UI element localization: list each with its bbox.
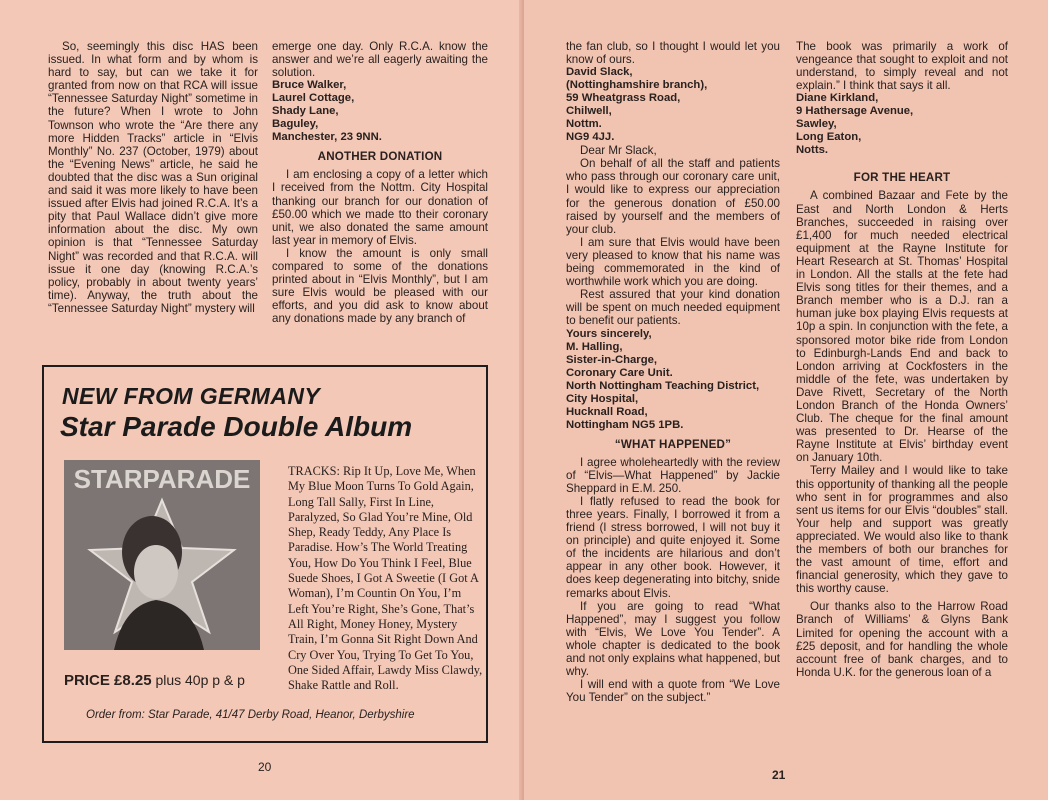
signature-line: Coronary Care Unit. <box>566 366 673 379</box>
paragraph: I agree wholeheartedly with the review of “Elvis—What Happened” by Jackie Sheppard in E.M. 250. <box>566 455 780 495</box>
portrait-face <box>134 545 178 599</box>
address-line: Bruce Walker, <box>272 79 347 92</box>
paragraph: Dear Mr Slack, <box>580 144 657 158</box>
address-line: Diane Kirkland, <box>796 92 879 105</box>
paragraph: I am enclosing a copy of a letter which I received from the Nottm. City Hospital thanking our branch for our donation of £50.00 which we made tto their coronary unit, we also donated the same amount last year in memory of Elvis. <box>272 168 488 247</box>
address-line: (Nottinghamshire branch), <box>566 79 708 92</box>
advertisement-box <box>42 365 488 743</box>
signature-line: Sister-in-Charge, <box>566 353 658 366</box>
section-heading: FOR THE HEART <box>853 171 951 185</box>
paragraph: Rest assured that your kind donation will be spent on much needed equipment to benefit our patients. <box>566 288 780 328</box>
address-block <box>566 66 780 144</box>
address-line: Chilwell, <box>566 105 612 118</box>
address-line: Laurel Cottage, <box>272 92 355 105</box>
paragraph: The book was primarily a work of vengeance that sought to exploit and not understand, to simply reveal and not explain.” I think that says it all. <box>796 40 1008 93</box>
signature-line: Hucknall Road, <box>566 405 648 418</box>
signature-line: City Hospital, <box>566 392 639 405</box>
order-address: Order from: Star Parade, 41/47 Derby Road, Heanor, Derbyshire <box>86 709 415 721</box>
paragraph: On behalf of all the staff and patients who pass through our coronary care unit, I would like to express our appreciation for the generous donation of £50.00 raised by yourself and the members of your club. <box>566 157 780 236</box>
paragraph: I am sure that Elvis would have been very pleased to know that his name was being commemorated in the kind of worthwhile work which you are doing. <box>566 235 780 289</box>
right-page <box>524 0 1048 800</box>
right-column-2 <box>796 40 1008 679</box>
track-list: TRACKS: Rip It Up, Love Me, When My Blue Moon Turns To Gold Again, Long Tall Sally, First In Line, Paralyzed, So Glad You’re Mine, Old Shep, Ready Teddy, Any Place Is Paradise. How’s The World Treating You, How Do You Think I Feel, Blue Suede Shoes, I Got A Sweetie (I Got A Woman), I’m Countin On You, I’m Left You’re Right, She’s Gone, That’s All Right, Money Honey, Mystery Train, I’m Gonna Sit Right Down And Cry Over You, Trying To Get To You, One Sided Affair, Lawdy Miss Clawdy, Shake Rattle and Roll. <box>288 464 483 693</box>
section-heading: “WHAT HAPPENED” <box>614 437 732 451</box>
signature-line: Nottingham NG5 1PB. <box>566 418 684 431</box>
ad-headline: NEW FROM GERMANY <box>62 383 321 409</box>
price-label: PRICE £8.25 <box>64 672 152 689</box>
address-block <box>796 92 1008 157</box>
ad-title: Star Parade Double Album <box>60 411 413 442</box>
address-line: Baguley, <box>272 118 319 131</box>
paragraph: Terry Mailey and I would like to take this opportunity of thanking all the people who sent in for programmes and also sent us items for our Elvis “doubles” stall. Your help and support was greatly appreciated. We would also like to thank the members of both our branches for the vast amount of time, effort and financial generosity, which they gave to this worthy cause. <box>796 464 1008 596</box>
signature-line: M. Halling, <box>566 340 623 353</box>
paragraph: I know the amount is only small compared to some of the donations printed about in “Elvis Monthly”, but I am sure Elvis would be pleased with our efforts, and you did ask to know about any donations made by any branch of <box>272 246 488 326</box>
page-number: 20 <box>258 760 272 774</box>
page-number: 21 <box>772 768 786 782</box>
address-block <box>272 79 488 144</box>
address-line: Shady Lane, <box>272 105 339 118</box>
album-cover-illustration <box>64 460 260 650</box>
address-line: 9 Hathersage Avenue, <box>796 105 914 118</box>
address-line: David Slack, <box>566 66 633 79</box>
address-line: Notts. <box>796 144 829 157</box>
paragraph: emerge one day. Only R.C.A. know the answer and we’re all eagerly awaiting the solution. <box>272 40 488 80</box>
section-heading: ANOTHER DONATION <box>317 150 443 164</box>
address-line: Nottm. <box>566 118 602 131</box>
paragraph: A combined Bazaar and Fete by the East and North London & Herts Branches, succeeded in raising over £1,400 for much needed electrical equipment at the Rayne Institute for Heart Research at St. Thomas’ Hospital in London. All the stalls at the fete had Elvis song titles for their themes, and a Branch member who is a D.J. ran a human juke box playing Elvis requests at 10p a spin. In conjunction with the fete, a sponsored motor bike ride from London to Edinburgh-Lands End and back to London arriving at Cockfosters in the middle of the fete, was undertaken by Dave Rivett, Secretary of the North London Branch of the Honda Owners’ Club. The cheque for the final amount was presented to Dr. Hearse of the Rayne Institute at Elvis’ birthday event on January 10th. <box>796 189 1008 465</box>
address-line: Manchester, 23 9NN. <box>272 131 382 144</box>
paragraph: If you are going to read “What Happened”, may I suggest you follow with “Elvis, We Love You Tender”. A whole chapter is dedicated to the book and not only explains what happened, but why. <box>566 599 781 679</box>
left-column-2 <box>272 40 488 326</box>
price-line <box>64 672 245 689</box>
paragraph: So, seemingly this disc HAS been issued. In what form and by whom is hard to say, but can we take it for granted from now on that RCA will issue “Tennessee Saturday Night” sometime in the future? When I wrote to John Townson who wrote the “Are there any more Hidden Tracks” article in “Elvis Monthly” No. 237 (October, 1979) about the “Evening News” article, he said he doubted that the disc was a Sun original and said it was more likely to have been issued after Elvis had joined R.C.A. It’s a pity that Paul Wallace didn’t give more information about the disc. My own opinion is that “Tennessee Saturday Night” was recorded and that R.C.A. will issue it one day (knowing R.C.A.’s policy, probably in about twenty years’ time). Anyway, the truth about the “Tennessee Saturday Night” mystery will <box>48 40 258 315</box>
right-column-1 <box>566 40 780 704</box>
left-column-1 <box>48 40 258 315</box>
paragraph: Our thanks also to the Harrow Road Branch of Williams’ & Glyns Bank Limited for opening the account with a £25 deposit, and for handling the whole account free of bank charges, and to Honda U.K. for the generous loan of a <box>796 600 1008 679</box>
address-line: NG9 4JJ. <box>566 131 615 144</box>
paragraph: I flatly refused to read the book for three years. Finally, I borrowed it from a friend (I stress borrowed, I will not buy it on principle) and quite enjoyed it. Some of the incidents are hilarious and don’t appear in any other book. However, it does keep degenerating into bitchy, snide remarks about Elvis. <box>566 494 780 600</box>
address-line: 59 Wheatgrass Road, <box>566 92 681 105</box>
signature-line: North Nottingham Teaching District, <box>566 379 760 392</box>
album-cover-text: STARPARADE <box>73 464 251 494</box>
address-line: Sawley, <box>796 118 837 131</box>
album-cover-image <box>64 460 260 650</box>
signature-block <box>566 328 780 432</box>
address-line: Long Eaton, <box>796 131 862 144</box>
price-extra: plus 40p p & p <box>155 672 245 688</box>
paragraph: I will end with a quote from “We Love You Tender” on the subject.” <box>566 678 780 705</box>
signature-line: Yours sincerely, <box>566 327 652 340</box>
paragraph: the fan club, so I thought I would let you know of ours. <box>566 40 780 67</box>
